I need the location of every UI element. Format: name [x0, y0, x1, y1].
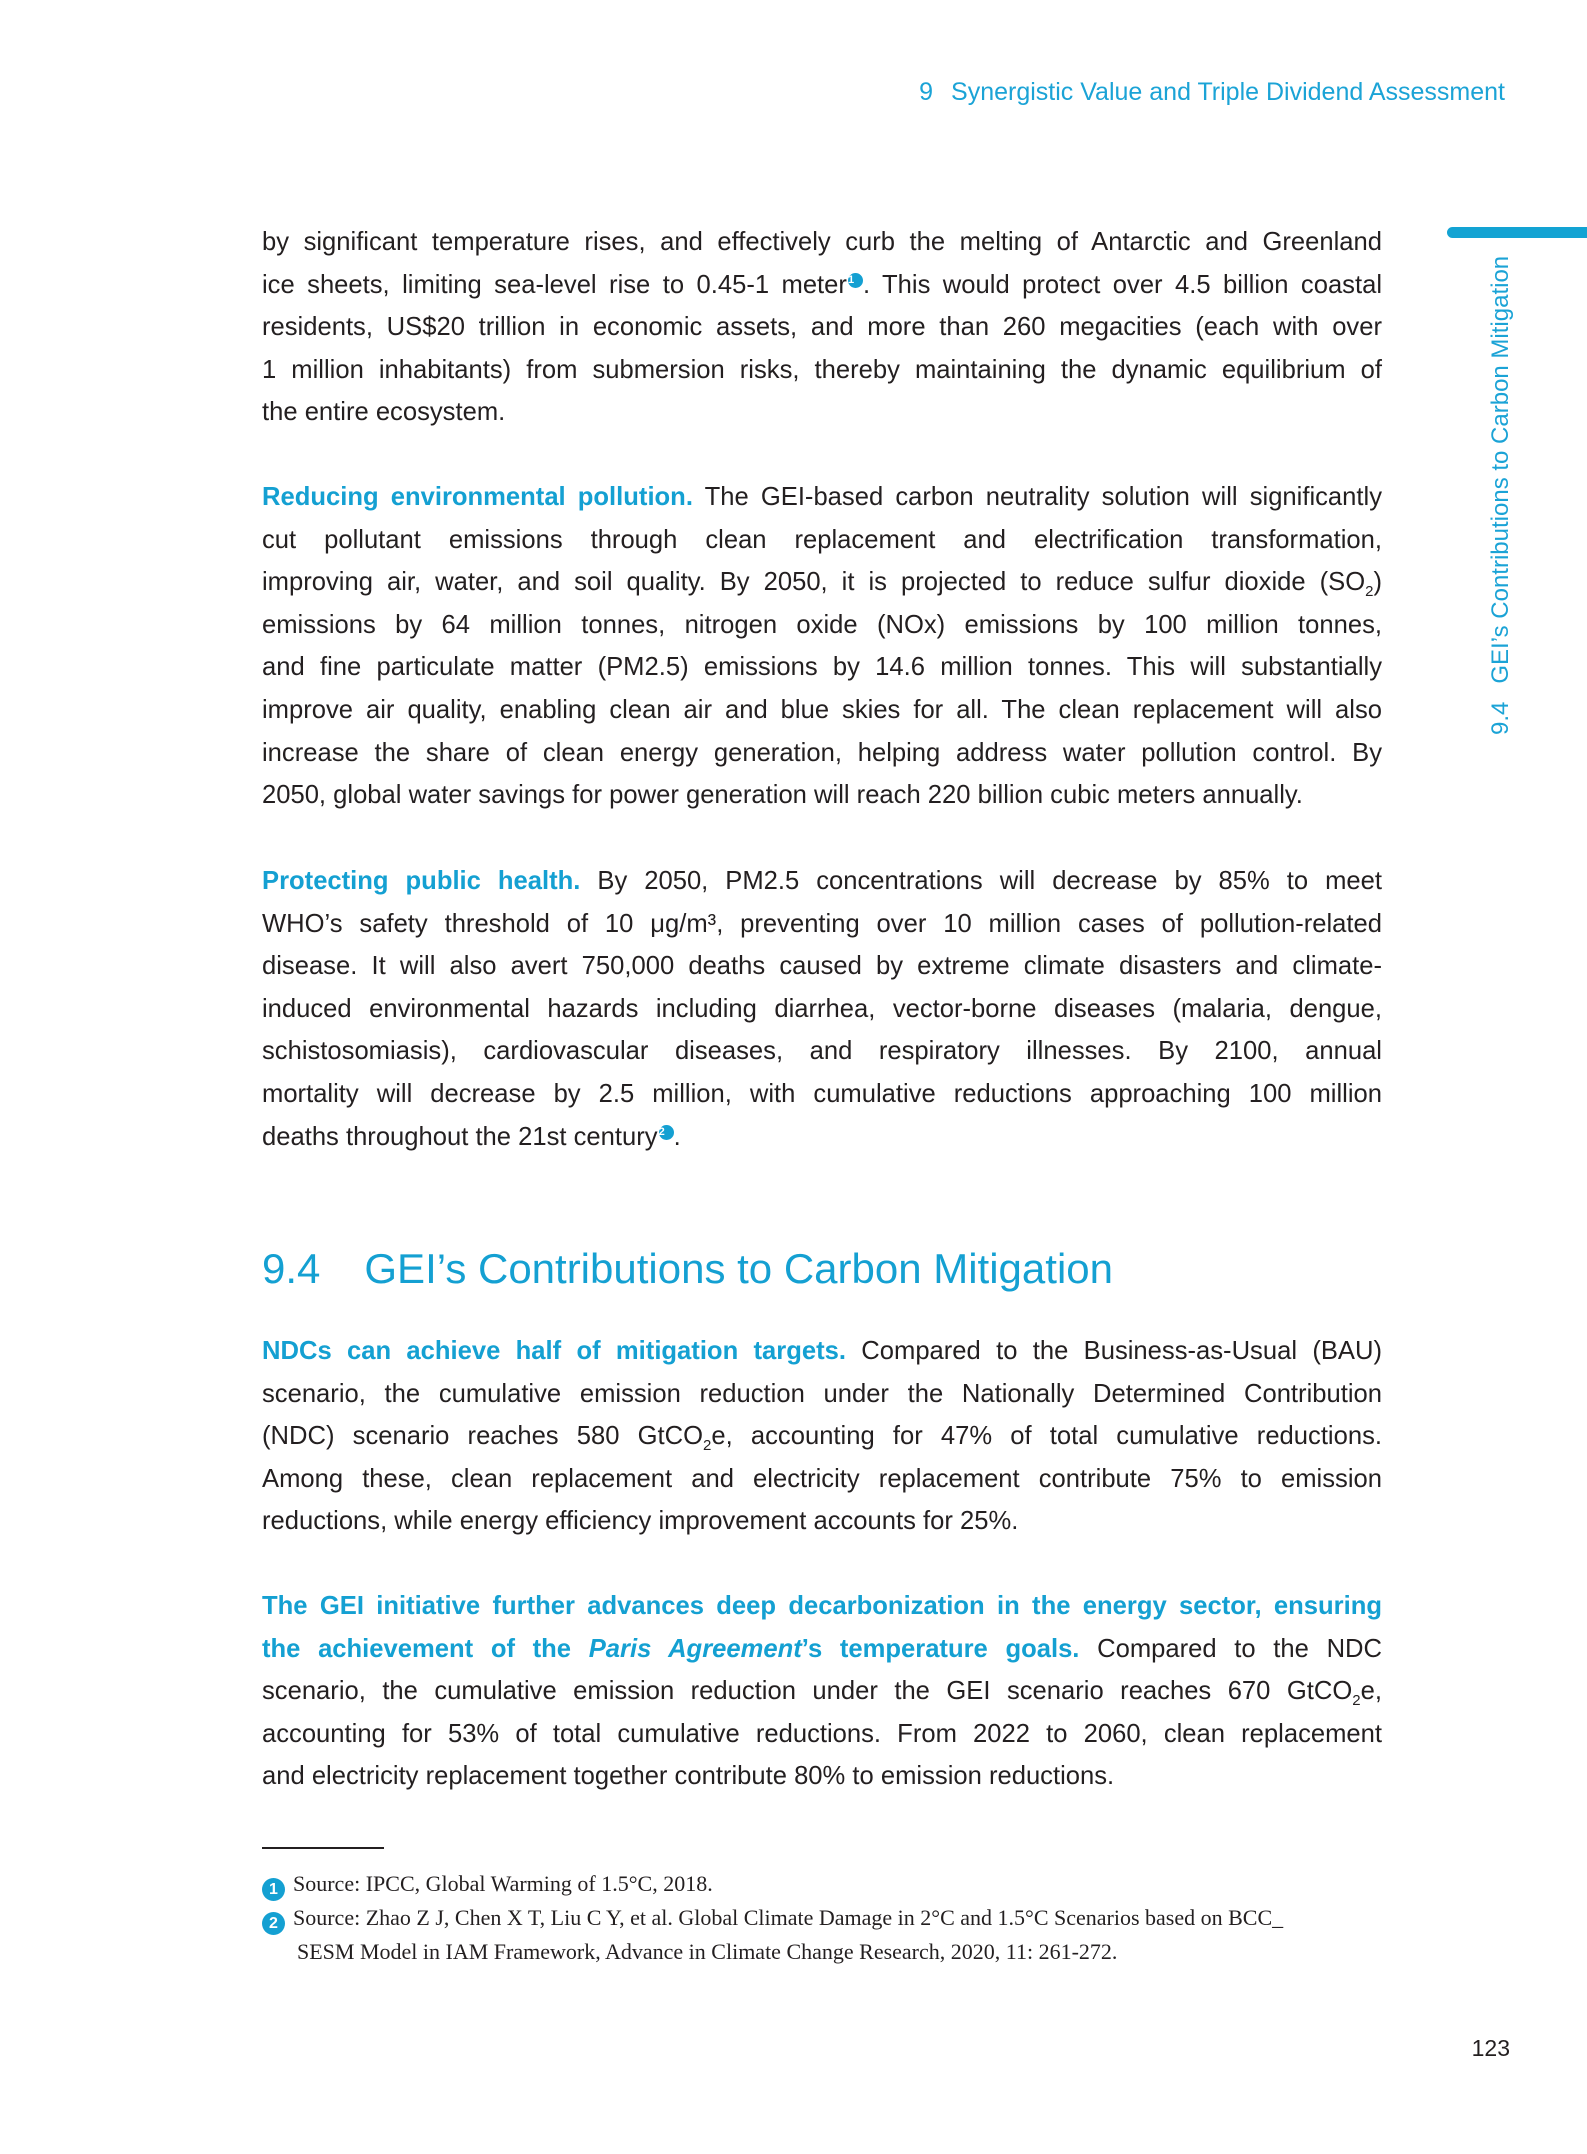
text-line [262, 264, 1382, 307]
lead-in-heading: The GEI initiative further advances deep decarbonization in the energy sector, ensuring [262, 1592, 1382, 1620]
paragraph-gei [262, 1585, 1382, 1798]
text-run: scenario, the cumulative emission reduction under the GEI scenario reaches 670 GtCO [262, 1677, 1353, 1706]
footnote-1 [262, 1867, 1402, 1901]
text-run: (NDC) scenario reaches 580 GtCO [262, 1422, 704, 1451]
footnote-marker-2[interactable]: 2 [659, 1125, 674, 1140]
text-line: reductions, while energy efficiency improvement accounts for 25%. [262, 1507, 1019, 1536]
text-line: scenario, the cumulative emission reduction under the Nationally Determined Contribution [262, 1379, 1382, 1408]
text-line: improve air quality, enabling clean air and blue skies for all. The clean replacement will also [262, 695, 1382, 724]
text-line: and electricity replacement together contribute 80% to emission reductions. [262, 1762, 1115, 1791]
paragraph-health [262, 860, 1382, 1158]
text-run: e, [1360, 1677, 1382, 1706]
footnote-divider [262, 1847, 384, 1849]
lead-in-italic: Paris Agreement [588, 1634, 802, 1663]
side-section-label [1487, 256, 1515, 735]
text-line: cut pollutant emissions through clean replacement and electrification transformation, [262, 525, 1382, 554]
lead-in-heading: Protecting public health. [262, 867, 581, 895]
text-line [262, 561, 1382, 604]
footnote-number-icon: 1 [262, 1878, 285, 1901]
lead-in-heading: ’s temperature goals. [801, 1634, 1080, 1663]
lead-in-heading: the achievement of the [262, 1634, 589, 1663]
text-run: ice sheets, limiting sea-level rise to 0.45-1 meter [262, 270, 847, 299]
section-heading [262, 1245, 1113, 1293]
chapter-title: Synergistic Value and Triple Dividend Assessment [951, 78, 1505, 106]
text-line [262, 476, 1382, 519]
side-section-title: GEI’s Contributions to Carbon Mitigation [1487, 255, 1514, 684]
text-line: schistosomiasis), cardiovascular diseases, and respiratory illnesses. By 2100, annual [262, 1037, 1382, 1066]
text-line: induced environmental hazards including diarrhea, vector-borne diseases (malaria, dengue, [262, 994, 1382, 1023]
text-line [262, 1670, 1382, 1713]
text-line: residents, US$20 trillion in economic assets, and more than 260 megacities (each with over [262, 313, 1382, 342]
section-number: 9.4 [262, 1245, 321, 1292]
text-run: . [673, 1122, 681, 1151]
paragraph-pollution [262, 476, 1382, 817]
subscript: 2 [1365, 583, 1374, 601]
text-run: . This would protect over 4.5 billion coastal [862, 270, 1383, 299]
section-title: GEI’s Contributions to Carbon Mitigation [364, 1245, 1113, 1292]
text-line [262, 1415, 1382, 1458]
footnote-2 [262, 1901, 1402, 1969]
chapter-number: 9 [919, 78, 934, 106]
text-run: By 2050, PM2.5 concentrations will decrease by 85% to meet [580, 867, 1382, 895]
text-run: Compared to the NDC [1079, 1634, 1383, 1663]
text-line: emissions by 64 million tonnes, nitrogen oxide (NOx) emissions by 100 million tonnes, [262, 610, 1382, 639]
text-line: disease. It will also avert 750,000 deaths caused by extreme climate disasters and climate- [262, 952, 1382, 981]
text-run: Compared to the Business-as-Usual (BAU) [845, 1337, 1382, 1365]
running-header [919, 78, 1505, 107]
subscript: 2 [703, 1437, 712, 1455]
text-line [262, 1116, 1382, 1159]
side-section-number: 9.4 [1487, 701, 1514, 735]
text-line: 1 million inhabitants) from submersion risks, thereby maintaining the dynamic equilibrium of [262, 355, 1382, 384]
footnote-number-icon: 2 [262, 1912, 285, 1935]
text-run: The GEI-based carbon neutrality solution will significantly [692, 483, 1382, 511]
subscript: 2 [1352, 1692, 1361, 1710]
paragraph-sea-level [262, 221, 1382, 434]
footnote-text: Source: Zhao Z J, Chen X T, Liu C Y, et al. Global Climate Damage in 2°C and 1.5°C Scenarios based on BCC_ [293, 1905, 1284, 1930]
text-line: accounting for 53% of total cumulative reductions. From 2022 to 2060, clean replacement [262, 1719, 1382, 1748]
text-line: the entire ecosystem. [262, 398, 506, 427]
text-run: improving air, water, and soil quality. By 2050, it is projected to reduce sulfur dioxide (SO [262, 568, 1366, 597]
text-line: 2050, global water savings for power generation will reach 220 billion cubic meters annually. [262, 781, 1303, 810]
section-tab-bar [1447, 227, 1587, 238]
text-line [262, 860, 1382, 903]
text-run: ) [1373, 568, 1382, 597]
text-line: and fine particulate matter (PM2.5) emissions by 14.6 million tonnes. This will substantially [262, 653, 1382, 682]
text-line: by significant temperature rises, and effectively curb the melting of Antarctic and Greenland [262, 228, 1382, 256]
text-line [262, 1628, 1382, 1671]
lead-in-heading: NDCs can achieve half of mitigation targets. [262, 1337, 846, 1365]
text-line: mortality will decrease by 2.5 million, with cumulative reductions approaching 100 million [262, 1079, 1382, 1108]
footnote-text: SESM Model in IAM Framework, Advance in Climate Change Research, 2020, 11: 261-272. [297, 1939, 1118, 1964]
text-line [262, 1330, 1382, 1373]
text-line: WHO’s safety threshold of 10 μg/m³, preventing over 10 million cases of pollution-related [262, 909, 1382, 938]
footnote-marker-1[interactable]: 1 [848, 273, 863, 288]
page-number: 123 [1471, 2035, 1510, 2061]
lead-in-heading: Reducing environmental pollution. [262, 483, 693, 511]
paragraph-ndc [262, 1330, 1382, 1543]
footnote-text: Source: IPCC, Global Warming of 1.5°C, 2018. [293, 1871, 713, 1896]
text-run: e, accounting for 47% of total cumulative reductions. [711, 1422, 1382, 1451]
text-line: increase the share of clean energy generation, helping address water pollution control. By [262, 738, 1382, 767]
text-run: deaths throughout the 21st century [262, 1122, 658, 1151]
text-line: Among these, clean replacement and electricity replacement contribute 75% to emission [262, 1464, 1382, 1493]
